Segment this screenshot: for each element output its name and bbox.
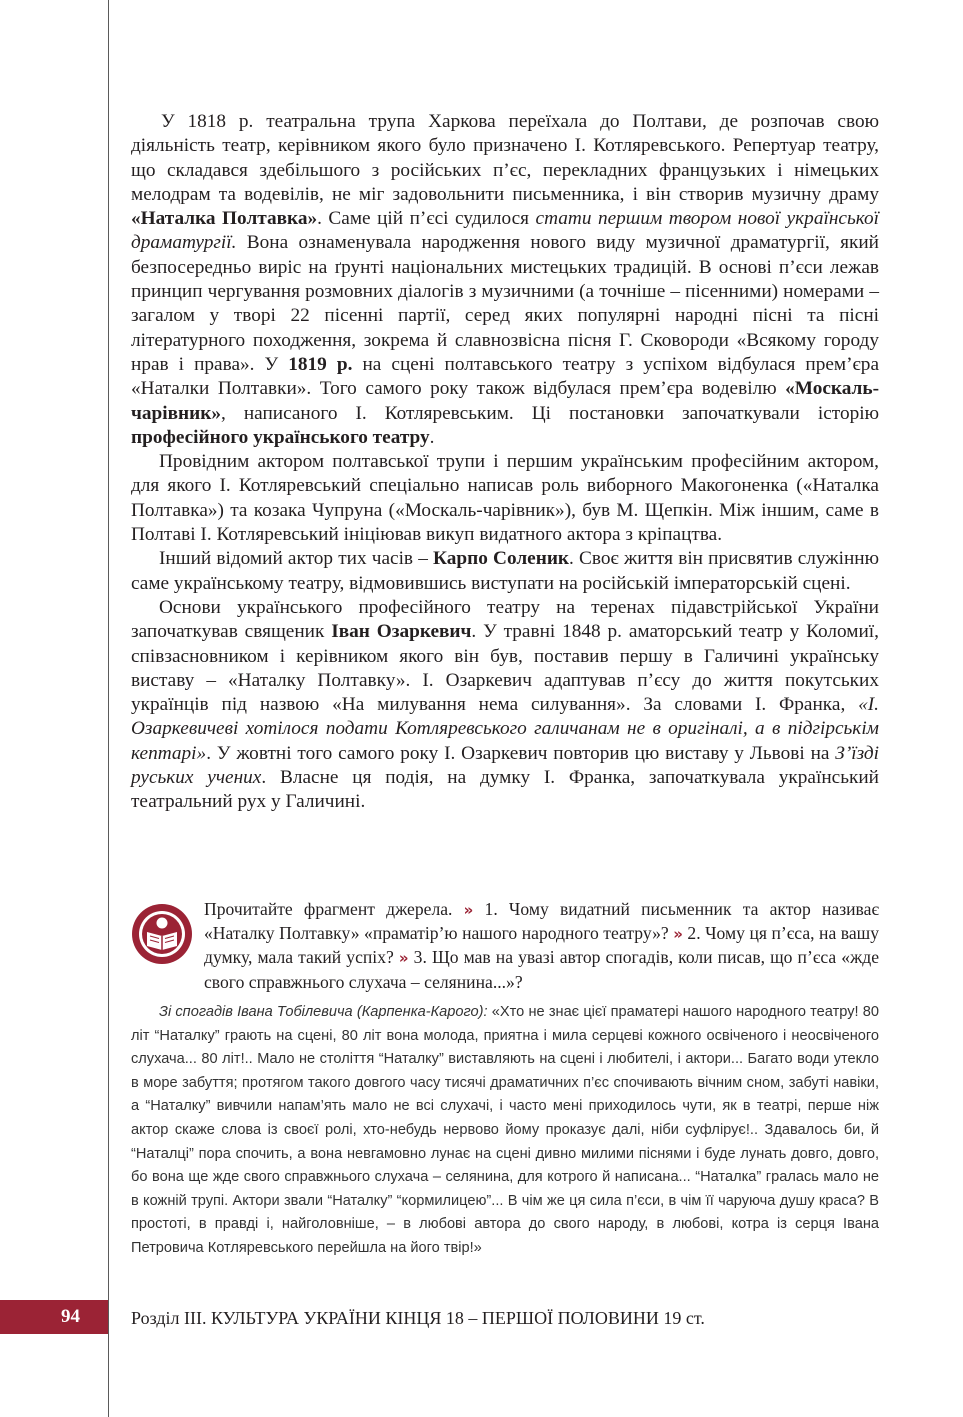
task-questions xyxy=(204,898,879,994)
main-text xyxy=(131,110,879,815)
bold-run: професійного українського театру xyxy=(131,426,430,448)
page-number xyxy=(0,1300,106,1334)
text-run: У 1818 р. театральна трупа Харкова переїхала до Полтави, де розпочав свою діяльність театр, керівником якого було призначено І. Котляревського. Репертуар театру, що складався здебільшого з російських п’єс, перекладних французьких і німецьких мелодрам та водевілів, не міг задовольнити письменника, і він створив музичну драму xyxy=(131,111,879,205)
arrow-icon: » xyxy=(673,925,683,944)
paragraph-4 xyxy=(131,596,879,815)
arrow-icon: » xyxy=(398,949,409,968)
bold-run: «Москаль-чарівник» xyxy=(131,378,879,424)
margin-rule xyxy=(108,0,109,1417)
italic-run: «І. Озаркевичеві хотілося подати Котляревського галичанам не в оригіналі, а в підгірськім кептарі» xyxy=(131,694,879,764)
bold-run: Іван Озаркевич xyxy=(331,621,472,643)
source-quote: «Хто не знає цієї праматері нашого народного театру! 80 літ “Наталку” грають на сцені, 80 літ вона молода, приятна і мила серцеві кожного освіченого і неосвіченого слухача... 80 літ!.. Мало не століття “Наталку” виставляють на сцені і любителі, і актори... Багато води утекло в море забуття; протягом такого довгого часу тисячі драматичних п’єс спочивають вічним сном, забуті навіки, а “Наталку” вивчили напам’ять мало не всі слухачі, і часто мені приходилось чути, як в театрі, перше ніж актор скаже слова із своєї ролі, хто-небудь нервово йому проказує далі, ніби суфлірує!.. Здавалось би, й “Наталці” пора спочить, а вона невгамовно лунає на сцені дивно милими піснями і буде лунать довго, довго, бо вона ще жде свого справжнього слухача – селянина, для котрого й написана... “Наталка” гралась мало не в кожній трупі. Актори звали “Наталку” “кормилицею”... В чім же ця сила п’єси, в чім її чаруюча душу краса? В простоті, в правді і, найголовніше, – в любові автора до свого народу, в любові, котра із серця Івана Петровича Котляревського перейшла на його твір!» xyxy=(131,1004,879,1256)
task-block xyxy=(131,898,879,994)
text-run: Основи українського професійного театру на теренах підавстрійської України започаткував священик xyxy=(131,596,879,643)
text-run: . Саме цій п’єсі судилося xyxy=(317,208,536,230)
paragraph-1 xyxy=(131,110,879,450)
text-run: . У жовтні того самого року І. Озаркевич повторив цю виставу у Львові на xyxy=(206,742,836,764)
text-run: . Власне ця подія, на думку І. Франка, започаткувала український театральний рух у Галичині. xyxy=(131,767,879,813)
text-run: . xyxy=(429,426,435,448)
question-1: 1. Чому видатний письменник та актор називає «Наталку Полтавку» «праматір’ю нашого народного театру»? xyxy=(204,899,879,944)
text-run: . У травні 1848 р. аматорський театр у Коломиї, співзасновником і керівником якого він був, поставив першу в Галичині українську виставу – «Наталку Полтавку». І. Озаркевич адаптував п’єсу до життя покутських українців під назвою «На милування нема силування». За словами І. Франка, xyxy=(131,621,879,716)
paragraph-3 xyxy=(131,547,879,596)
paragraph-2: Провідним актором полтавської трупи і першим українським професійним актором, для якого І. Котляревський спеціально написав роль виборного Макогоненка («Наталка Полтавка») та козака Чупруна («Москаль-чарівник»), був М. Щепкін. Між іншим, саме в Полтаві І. Котляревський ініціював викуп видатного актора з кріпацтва. xyxy=(131,451,879,546)
text-run: на сцені полтавського театру з успіхом відбулася прем’єра «Наталки Полтавки». Того самого року також відбулася прем’єра водевілю xyxy=(131,353,880,400)
source-excerpt xyxy=(131,1001,879,1261)
task-intro: Прочитайте фрагмент джерела. xyxy=(204,899,453,919)
bold-run: Карпо Соленик xyxy=(433,548,570,570)
source-paragraph xyxy=(131,1001,879,1261)
page-number-text: 94 xyxy=(61,1306,80,1327)
question-3: 3. Що мав на увазі автор спогадів, коли писав, що п’єса «жде свого справжнього слухача – селянина...»? xyxy=(204,947,879,992)
italic-run: стати першим твором нової української драматургії. xyxy=(131,208,879,254)
question-2: 2. Чому ця п’єса, на вашу думку, мала такий успіх? xyxy=(204,923,880,968)
bold-run: 1819 р. xyxy=(288,353,353,375)
bold-run: «Наталка Полтавка» xyxy=(131,208,318,230)
text-run: Інший відомий актор тих часів – xyxy=(159,548,434,570)
text-run: Вона ознаменувала народження нового виду музичної драматургії, який безпосередньо виріс на ґрунті національних мистецьких традицій. В основі п’єси лежав принцип чергування розмовних діалогів з музичними (а точніше – пісенними) номерами – загалом у творі 22 пісенні партії, серед яких популярні народні пісні та пісні літературного походження, зокрема й славнозвісна пісня Г. Сковороди «Всякому городу нрав і права». У xyxy=(131,232,879,375)
text-run: , написаного І. Котляревським. Ці постановки започаткували історію xyxy=(220,402,879,424)
reading-person-icon xyxy=(131,903,193,965)
source-attribution: Зі спогадів Івана Тобілевича (Карпенка-Карого): xyxy=(159,1004,488,1020)
text-run: . Своє життя він присвятив служінню саме українському театру, відмовившись виступати на російській імператорській сцені. xyxy=(131,548,880,594)
running-footer: Розділ ІІІ. КУЛЬТУРА УКРАЇНИ КІНЦЯ 18 – ПЕРШОЇ ПОЛОВИНИ 19 ст. xyxy=(131,1308,705,1328)
italic-run: З’їзді руських учених xyxy=(131,742,879,789)
arrow-icon: » xyxy=(463,901,474,919)
